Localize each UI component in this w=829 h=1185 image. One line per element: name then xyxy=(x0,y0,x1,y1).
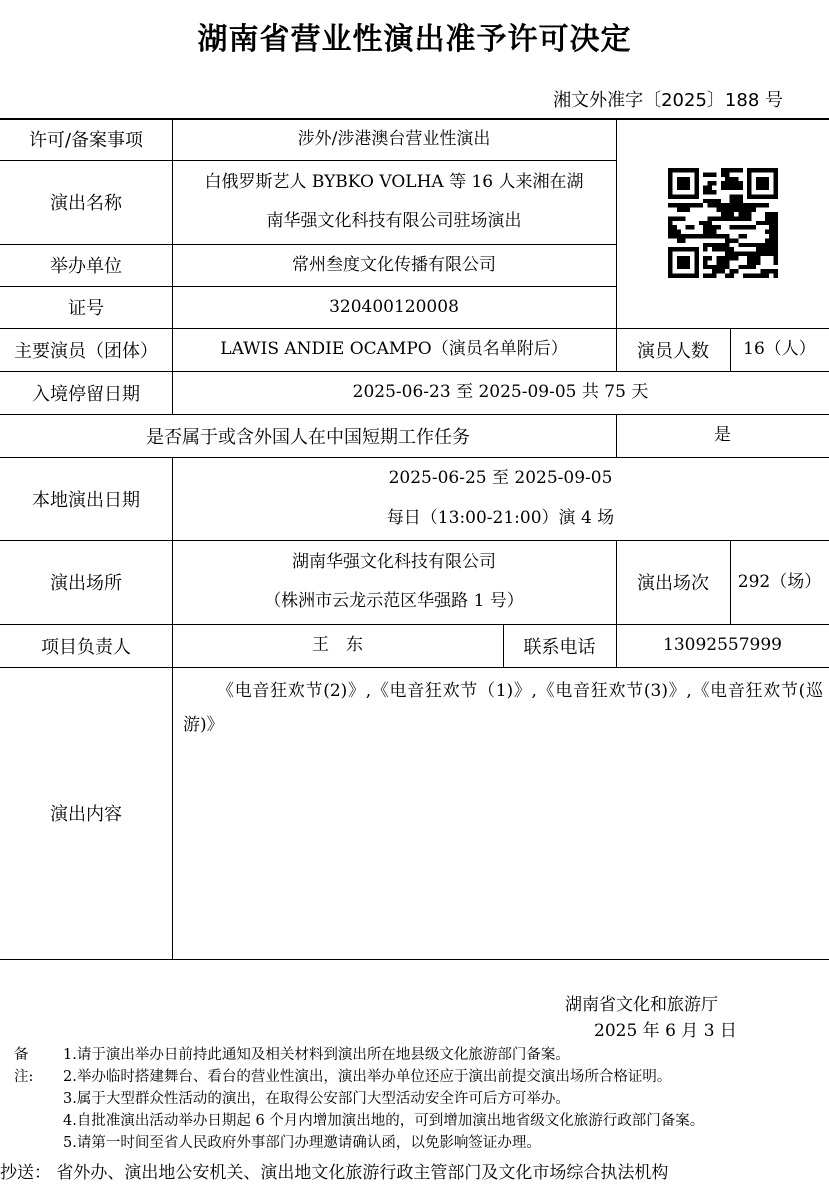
organizer-label: 举办单位 xyxy=(50,256,122,277)
shortterm-label: 是否属于或含外国人在中国短期工作任务 xyxy=(146,426,470,448)
license-value: 320400120008 xyxy=(329,296,459,317)
cc-line: 抄送： 省外办、演出地公安机关、演出地文化旅游行政主管部门及文化市场综合执法机构 xyxy=(0,1163,669,1183)
count-label: 演员人数 xyxy=(637,340,709,362)
shows-label: 演出场次 xyxy=(637,573,709,594)
license-label: 证号 xyxy=(68,298,104,319)
document-number: 湘文外准字〔2025〕188 号 xyxy=(553,90,783,111)
note-item: 1.请于演出举办日前持此通知及相关材料到演出所在地县级文化旅游部门备案。 xyxy=(63,1047,570,1063)
item-value: 涉外/涉港澳台营业性演出 xyxy=(297,128,491,149)
issuer: 湖南省文化和旅游厅 xyxy=(565,995,718,1015)
manager-value: 王 东 xyxy=(312,635,363,656)
note-item: 3.属于大型群众性活动的演出，在取得公安部门大型活动安全许可后方可举办。 xyxy=(63,1091,570,1107)
note-item: 5.请第一时间至省人民政府外事部门办理邀请确认函，以免影响签证办理。 xyxy=(63,1135,541,1151)
document-title: 湖南省营业性演出准予许可决定 xyxy=(197,22,632,57)
name-label: 演出名称 xyxy=(50,193,122,214)
stay-label: 入境停留日期 xyxy=(32,383,140,405)
content-label: 演出内容 xyxy=(50,804,122,825)
phone-value: 13092557999 xyxy=(663,635,782,656)
content-value: 《电音狂欢节(2)》,《电音狂欢节（1)》,《电音狂欢节(3)》,《电音狂欢节(巡游)》 xyxy=(183,681,823,735)
phone-label: 联系电话 xyxy=(523,636,596,658)
notes-head: 备注: xyxy=(14,1047,34,1085)
manager-label: 项目负责人 xyxy=(41,636,131,658)
venue-label: 演出场所 xyxy=(50,573,122,594)
organizer-value: 常州叁度文化传播有限公司 xyxy=(292,254,496,275)
performer-value: LAWIS ANDIE OCAMPO（演员名单附后） xyxy=(220,339,568,360)
stay-value: 2025-06-23 至 2025-09-05 共 75 天 xyxy=(352,382,649,403)
qr-code-icon xyxy=(668,168,778,278)
local-date-line1: 2025-06-25 至 2025-09-05 xyxy=(388,468,613,489)
name-value-line2: 南华强文化科技有限公司驻场演出 xyxy=(266,211,522,231)
issue-date: 2025 年 6 月 3 日 xyxy=(594,1021,737,1041)
local-date-label: 本地演出日期 xyxy=(32,489,140,511)
venue-line2: （株洲市云龙示范区华强路 1 号） xyxy=(264,591,524,611)
note-item: 4.自批准演出活动举办日期起 6 个月内增加演出地的，可到增加演出地省级文化旅游行政部门备案。 xyxy=(63,1113,705,1129)
local-date-line2: 每日（13:00-21:00）演 4 场 xyxy=(386,507,615,528)
note-item: 2.举办临时搭建舞台、看台的营业性演出，演出举办单位还应于演出前提交演出场所合格证明。 xyxy=(63,1069,672,1085)
performer-label: 主要演员（团体） xyxy=(14,340,158,362)
count-value: 16（人） xyxy=(743,339,816,360)
name-value-line1: 白俄罗斯艺人 BYBKO VOLHA 等 16 人来湘在湖 xyxy=(204,171,584,192)
shows-value: 292（场） xyxy=(737,571,822,592)
venue-line1: 湖南华强文化科技有限公司 xyxy=(292,551,496,572)
item-label: 许可/备案事项 xyxy=(28,130,144,151)
shortterm-value: 是 xyxy=(714,425,731,446)
